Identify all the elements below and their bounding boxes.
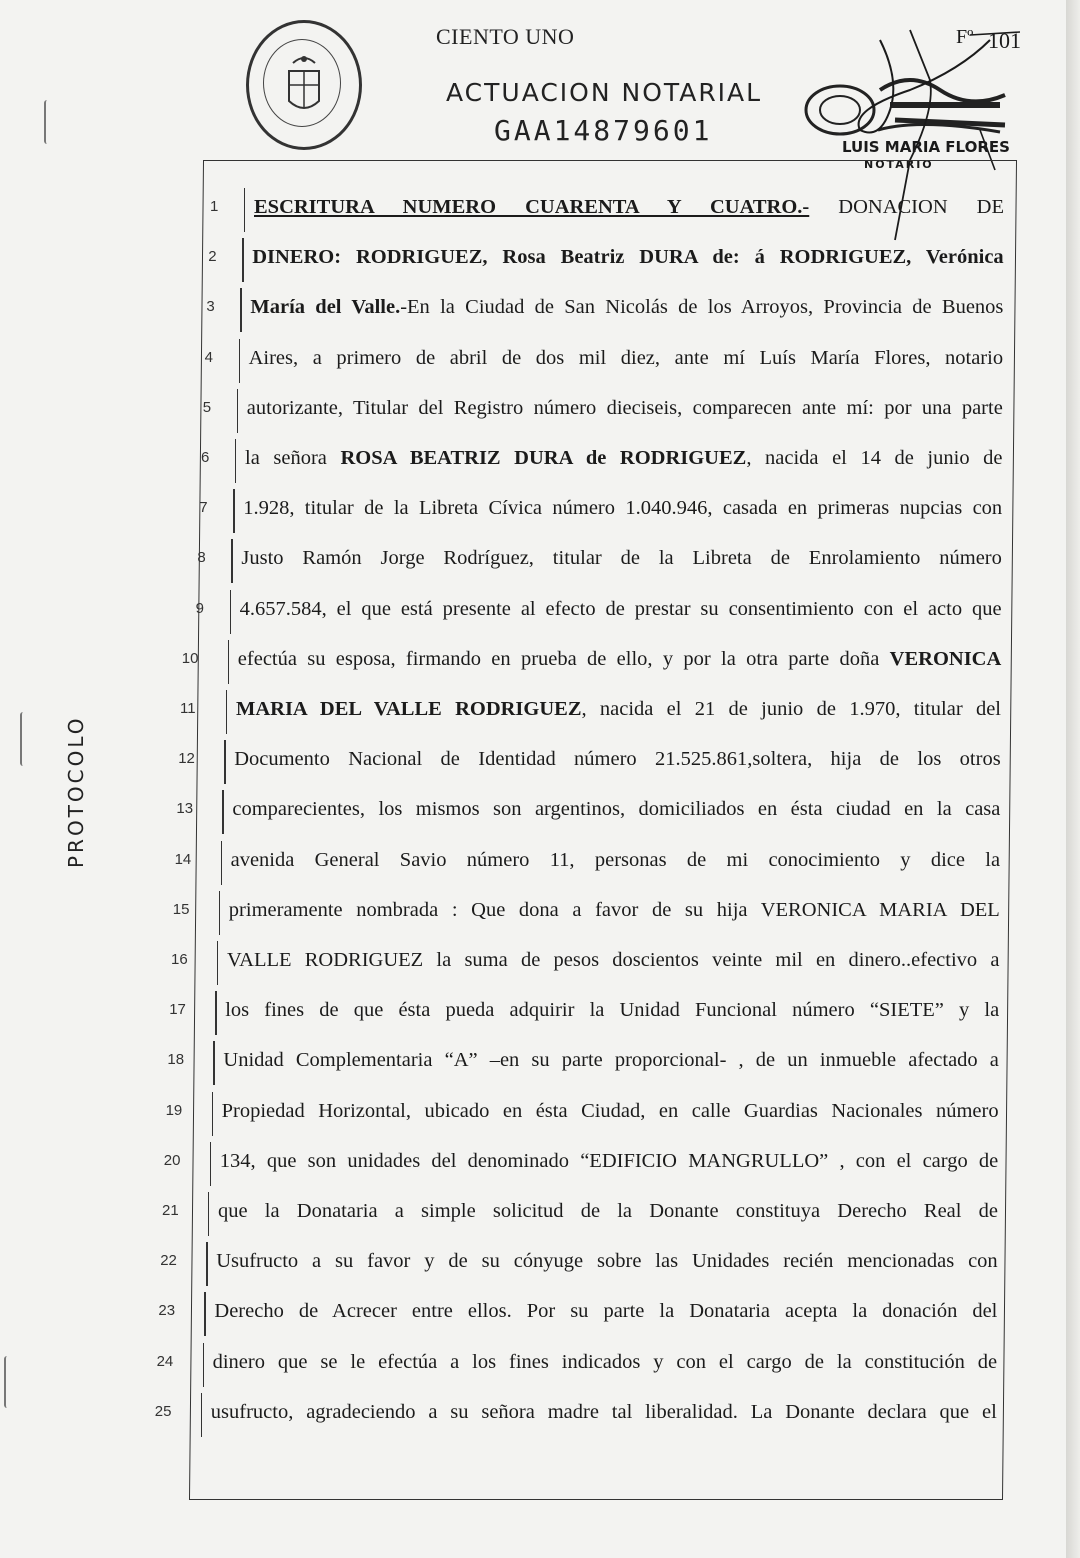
line-text: Justo Ramón Jorge Rodríguez, titular de la Libreta de Enrolamiento número xyxy=(241,547,1002,570)
document-title: ACTUACION NOTARIAL xyxy=(446,78,763,107)
margin-rule xyxy=(244,188,245,232)
text-line xyxy=(236,698,1001,728)
text-line xyxy=(211,1401,997,1431)
line-number: 5 xyxy=(202,398,212,416)
line-number: 4 xyxy=(204,348,213,366)
text-line xyxy=(234,748,1001,778)
line-number: 16 xyxy=(171,951,188,968)
line-number: 25 xyxy=(154,1402,172,1420)
margin-rule xyxy=(226,690,227,734)
line-number: 15 xyxy=(172,900,190,918)
margin-rule xyxy=(221,841,222,885)
text-line xyxy=(247,397,1003,427)
line-text: Usufructo a su favor y de su cónyuge sobre las Unidades recién mencionadas con xyxy=(216,1250,998,1273)
line-text: Unidad Complementaria “A” –en su parte proporcional- , de un inmueble afectado a xyxy=(223,1049,999,1072)
line-text: los fines de que ésta pueda adquirir la Unidad Funcional número “SIETE” y la xyxy=(225,999,1000,1022)
line-text: Propiedad Horizontal, ubicado en ésta Ciudad, en calle Guardias Nacionales número xyxy=(221,1099,999,1122)
margin-rule xyxy=(230,590,231,634)
margin-rule xyxy=(212,1092,213,1136)
text-line xyxy=(220,1150,999,1180)
text-line xyxy=(250,296,1003,326)
margin-rule xyxy=(201,1393,202,1437)
line-text: Derecho de Acrecer entre ellos. Por su parte la Donataria acepta la donación del xyxy=(214,1300,998,1323)
line-number: 22 xyxy=(160,1252,177,1270)
text-line xyxy=(218,1200,998,1230)
line-text: MARIA DEL VALLE RODRIGUEZ, nacida el 21 de junio de 1.970, titular del xyxy=(236,698,1001,720)
line-text: ESCRITURA NUMERO CUARENTA Y CUATRO.- DONACION DE xyxy=(254,196,1004,218)
line-text: usufructo, agradeciendo a su señora madre tal liberalidad. La Donante declara que el xyxy=(210,1400,997,1423)
text-line xyxy=(222,1100,999,1130)
line-text: dinero que se le efectúa a los fines indicados y con el cargo de la constitución de xyxy=(212,1350,998,1373)
text-line xyxy=(231,849,1001,879)
line-text: 4.657.584, el que está presente al efecto de prestar su consentimiento con el acto que xyxy=(239,597,1002,620)
line-number: 20 xyxy=(163,1151,181,1169)
margin-rule xyxy=(215,991,216,1035)
text-line xyxy=(240,598,1002,628)
folio-number: 101 xyxy=(988,28,1021,53)
margin-rule xyxy=(210,1142,211,1186)
line-number: 6 xyxy=(201,449,210,466)
margin-rule xyxy=(242,238,243,282)
line-text: efectúa su esposa, firmando en prueba de ello, y por la otra parte doña VERONICA xyxy=(237,647,1002,670)
line-text: María del Valle.-En la Ciudad de San Nicolás de los Arroyos, Provincia de Buenos xyxy=(250,296,1004,319)
line-text: avenida General Savio número 11, personas de mi conocimiento y dice la xyxy=(230,848,1001,871)
margin-rule xyxy=(208,1192,209,1236)
text-line xyxy=(223,1049,999,1079)
line-number: 19 xyxy=(165,1101,183,1119)
margin-rule xyxy=(213,1041,214,1085)
line-number: 7 xyxy=(199,499,208,517)
line-text: Documento Nacional de Identidad número 21.525.861,soltera, hija de los otros xyxy=(234,748,1001,771)
margin-rule xyxy=(235,439,236,483)
margin-rule xyxy=(203,1343,204,1387)
line-number: 8 xyxy=(197,549,206,567)
text-line xyxy=(227,949,1000,979)
line-number: 13 xyxy=(176,800,194,818)
line-number: 9 xyxy=(195,599,204,617)
text-line xyxy=(238,648,1002,678)
side-label: PROTOCOLO xyxy=(64,715,88,868)
line-number: 23 xyxy=(158,1302,176,1320)
margin-rule xyxy=(239,339,240,383)
text-line xyxy=(245,447,1003,477)
margin-rule xyxy=(231,539,232,583)
line-text: 1.928, titular de la Libreta Cívica número 1.040.946, casada en primeras nupcias con xyxy=(243,497,1003,520)
line-text: comparecientes, los mismos son argentinos, domiciliados en ésta ciudad en la casa xyxy=(232,798,1001,821)
text-line xyxy=(232,798,1000,828)
text-line xyxy=(229,899,1000,929)
margin-rule xyxy=(222,790,223,834)
text-line xyxy=(241,547,1002,577)
line-number: 3 xyxy=(206,298,215,316)
line-text: la señora ROSA BEATRIZ DURA de RODRIGUEZ, nacida el 14 de junio de xyxy=(245,447,1003,469)
page-words: CIENTO UNO xyxy=(436,24,575,49)
line-text: autorizante, Titular del Registro número dieciseis, comparecen ante mí: por una parte xyxy=(246,396,1003,419)
text-line xyxy=(249,347,1004,377)
margin-rule xyxy=(219,891,220,935)
line-number: 11 xyxy=(180,700,196,717)
line-number: 14 xyxy=(174,850,192,868)
margin-rule xyxy=(240,288,241,332)
text-line xyxy=(216,1250,998,1280)
line-text: Aires, a primero de abril de dos mil diez, ante mí Luís María Flores, notario xyxy=(248,346,1004,369)
text-line xyxy=(225,999,999,1029)
text-line xyxy=(252,246,1004,276)
margin-rule xyxy=(217,941,218,985)
margin-rule xyxy=(233,489,234,533)
line-text: 134, que son unidades del denominado “EDIFICIO MANGRULLO” , con el cargo de xyxy=(219,1149,999,1172)
line-number: 12 xyxy=(178,750,195,768)
margin-rule xyxy=(204,1292,205,1336)
line-number: 18 xyxy=(167,1051,185,1069)
folio-label: Fº xyxy=(956,26,974,48)
line-text: que la Donataria a simple solicitud de la Donante constituya Derecho Real de xyxy=(218,1200,998,1222)
text-line xyxy=(254,196,1004,226)
line-number: 17 xyxy=(169,1001,186,1019)
line-number: 10 xyxy=(181,649,199,667)
margin-rule xyxy=(224,740,225,784)
line-text: DINERO: RODRIGUEZ, Rosa Beatriz DURA de: á RODRIGUEZ, Verónica xyxy=(252,246,1004,269)
line-number: 1 xyxy=(210,198,219,215)
line-number: 24 xyxy=(156,1352,174,1370)
line-number: 2 xyxy=(208,248,217,266)
text-line xyxy=(243,497,1002,527)
margin-rule xyxy=(237,389,238,433)
sheet-code: GAA14879601 xyxy=(494,114,713,147)
text-line xyxy=(213,1351,998,1381)
margin-rule xyxy=(228,640,229,684)
line-text: primeramente nombrada : Que dona a favor de su hija VERONICA MARIA DEL xyxy=(228,898,1000,921)
margin-rule xyxy=(206,1242,207,1286)
text-line xyxy=(214,1300,997,1330)
stamp-role: NOTARIO xyxy=(864,158,934,171)
stamp-name: LUIS MARIA FLORES xyxy=(842,138,1010,156)
line-text: VALLE RODRIGUEZ la suma de pesos doscientos veinte mil en dinero..efectivo a xyxy=(227,949,1000,971)
line-number: 21 xyxy=(162,1202,179,1219)
